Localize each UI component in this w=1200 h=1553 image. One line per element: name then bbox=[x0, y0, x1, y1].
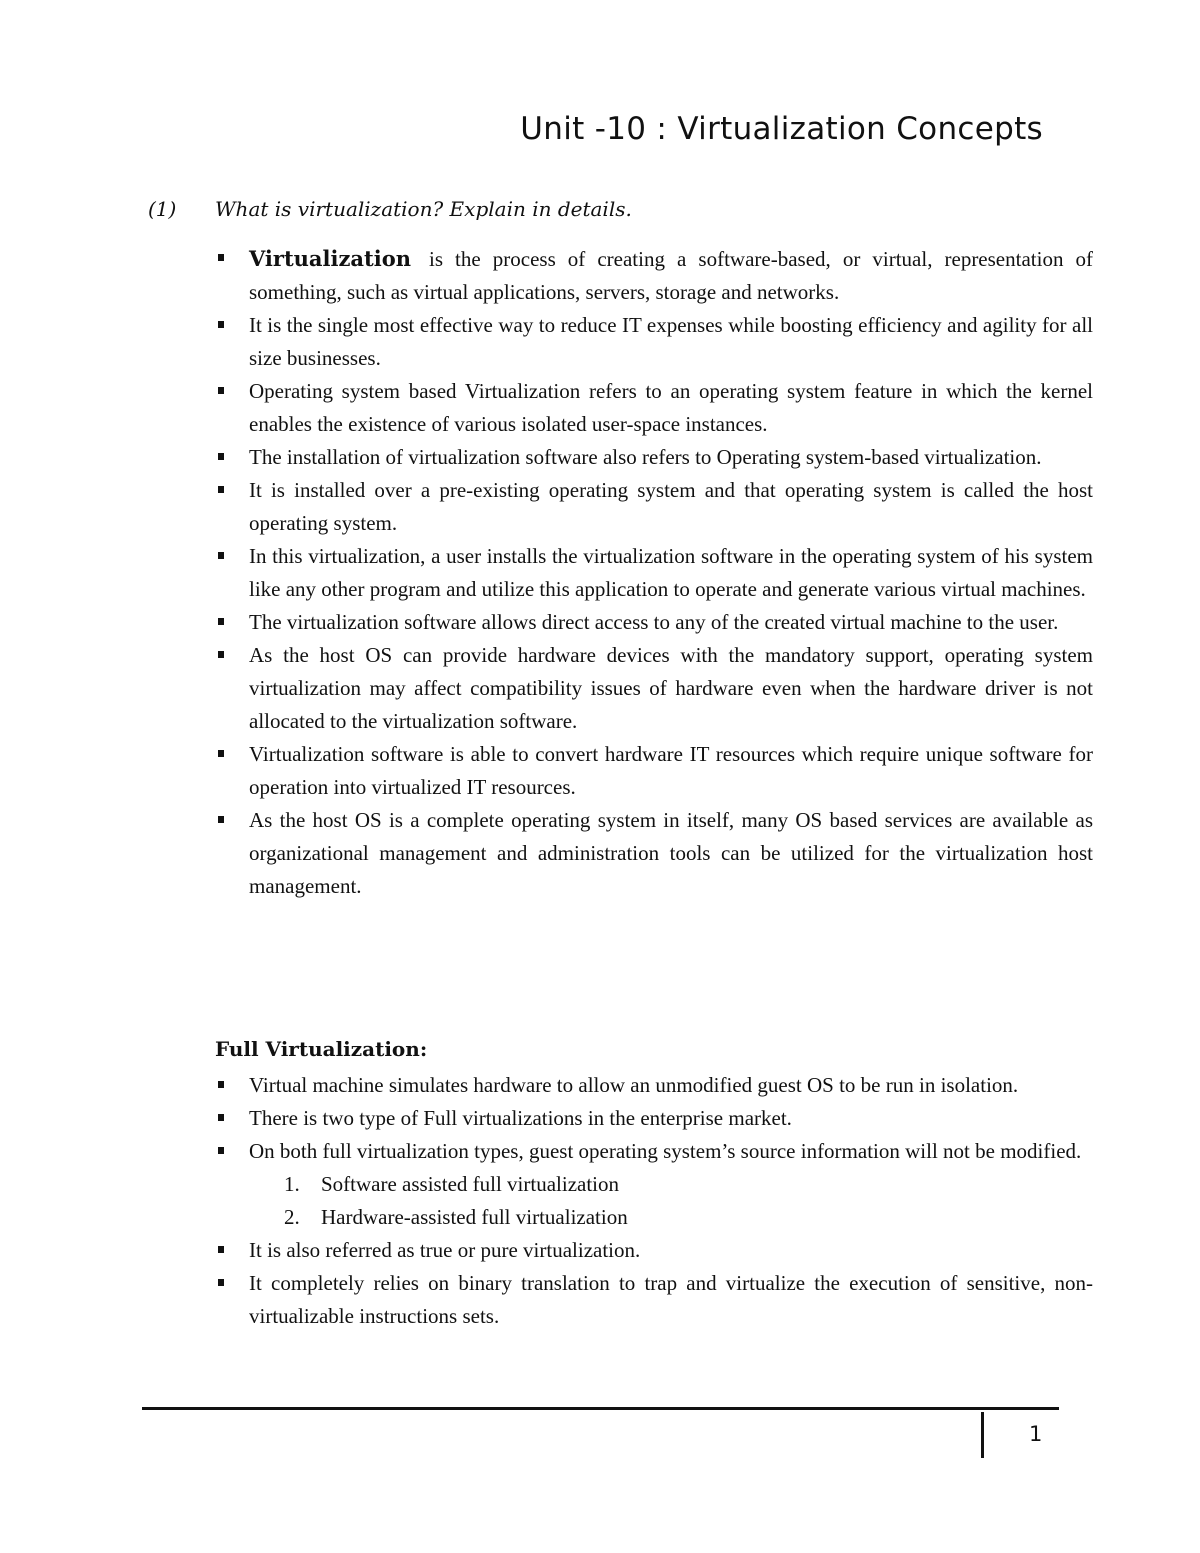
list-item-text: There is two type of Full virtualizations in the enterprise market. bbox=[249, 1106, 792, 1130]
list-item-text: It is installed over a pre-existing operating system and that operating system is called the host operating system. bbox=[249, 478, 1093, 535]
list-item-text: Virtualization software is able to convert hardware IT resources which require unique software for operation into virtualized IT resources. bbox=[249, 742, 1093, 799]
term-definition: is the process of creating a software-based, or virtual, representation of something, such as virtual applications, servers, storage and networks. bbox=[249, 247, 1093, 304]
bullet-square-icon bbox=[218, 1081, 224, 1088]
numbered-item-number: 1. bbox=[284, 1172, 300, 1196]
list-item bbox=[249, 639, 1093, 738]
virtualization-bullet-list bbox=[249, 242, 1093, 903]
list-item-text: The virtualization software allows direct access to any of the created virtual machine to the user. bbox=[249, 610, 1059, 634]
list-item-text: On both full virtualization types, guest operating system’s source information will not be modified. bbox=[249, 1139, 1082, 1163]
numbered-item-number: 2. bbox=[284, 1205, 300, 1229]
bullet-square-icon bbox=[218, 1279, 224, 1286]
list-item bbox=[249, 309, 1093, 375]
bullet-square-icon bbox=[218, 387, 224, 394]
term-virtualization: Virtualization bbox=[249, 246, 411, 271]
list-item bbox=[249, 242, 1093, 309]
footer-divider bbox=[142, 1407, 1059, 1410]
list-item-text: Virtual machine simulates hardware to allow an unmodified guest OS to be run in isolation. bbox=[249, 1073, 1019, 1097]
list-item-text: The installation of virtualization software also refers to Operating system-based virtualization. bbox=[249, 445, 1042, 469]
full-virtualization-bullet-list bbox=[249, 1069, 1093, 1333]
full-virtualization-heading: Full Virtualization: bbox=[215, 1037, 428, 1061]
list-item-text: Operating system based Virtualization refers to an operating system feature in which the kernel enables the existence of various isolated user-space instances. bbox=[249, 379, 1093, 436]
list-item bbox=[249, 1267, 1093, 1333]
bullet-square-icon bbox=[218, 1114, 224, 1121]
page-number-divider bbox=[981, 1412, 984, 1458]
list-item-text: It completely relies on binary translation to trap and virtualize the execution of sensitive, non-virtualizable instructions sets. bbox=[249, 1271, 1093, 1328]
bullet-square-icon bbox=[218, 552, 224, 559]
list-item-text: In this virtualization, a user installs the virtualization software in the operating system of his system like any other program and utilize this application to operate and generate various virtual machines. bbox=[249, 544, 1093, 601]
list-item bbox=[249, 1069, 1093, 1102]
question-text: What is virtualization? Explain in details. bbox=[215, 197, 632, 221]
list-item bbox=[249, 375, 1093, 441]
list-item bbox=[249, 474, 1093, 540]
list-item bbox=[249, 1234, 1093, 1267]
question-number: (1) bbox=[148, 197, 177, 221]
list-item bbox=[249, 1102, 1093, 1135]
page-title: Unit -10 : Virtualization Concepts bbox=[520, 111, 1043, 147]
numbered-item-label: Software assisted full virtualization bbox=[321, 1172, 620, 1196]
list-item-text: It is also referred as true or pure virtualization. bbox=[249, 1238, 641, 1262]
list-item bbox=[249, 1135, 1093, 1168]
bullet-square-icon bbox=[218, 254, 224, 261]
list-item-text: As the host OS can provide hardware devices with the mandatory support, operating system virtualization may affect compatibility issues of hardware even when the hardware driver is not allocated to the virtualization software. bbox=[249, 643, 1093, 733]
list-item bbox=[249, 804, 1093, 903]
list-item-text: As the host OS is a complete operating system in itself, many OS based services are available as organizational management and administration tools can be utilized for the virtualization host management. bbox=[249, 808, 1093, 898]
bullet-square-icon bbox=[218, 651, 224, 658]
page-number: 1 bbox=[1029, 1422, 1043, 1446]
bullet-square-icon bbox=[218, 1147, 224, 1154]
numbered-item-label: Hardware-assisted full virtualization bbox=[321, 1205, 628, 1229]
numbered-item bbox=[249, 1168, 1093, 1201]
bullet-square-icon bbox=[218, 453, 224, 460]
list-item-text: It is the single most effective way to reduce IT expenses while boosting efficiency and agility for all size businesses. bbox=[249, 313, 1093, 370]
bullet-square-icon bbox=[218, 1246, 224, 1253]
list-item bbox=[249, 540, 1093, 606]
bullet-square-icon bbox=[218, 816, 224, 823]
list-item bbox=[249, 606, 1093, 639]
bullet-square-icon bbox=[218, 321, 224, 328]
bullet-square-icon bbox=[218, 750, 224, 757]
list-item bbox=[249, 441, 1093, 474]
list-item bbox=[249, 738, 1093, 804]
bullet-square-icon bbox=[218, 486, 224, 493]
bullet-square-icon bbox=[218, 618, 224, 625]
numbered-item bbox=[249, 1201, 1093, 1234]
